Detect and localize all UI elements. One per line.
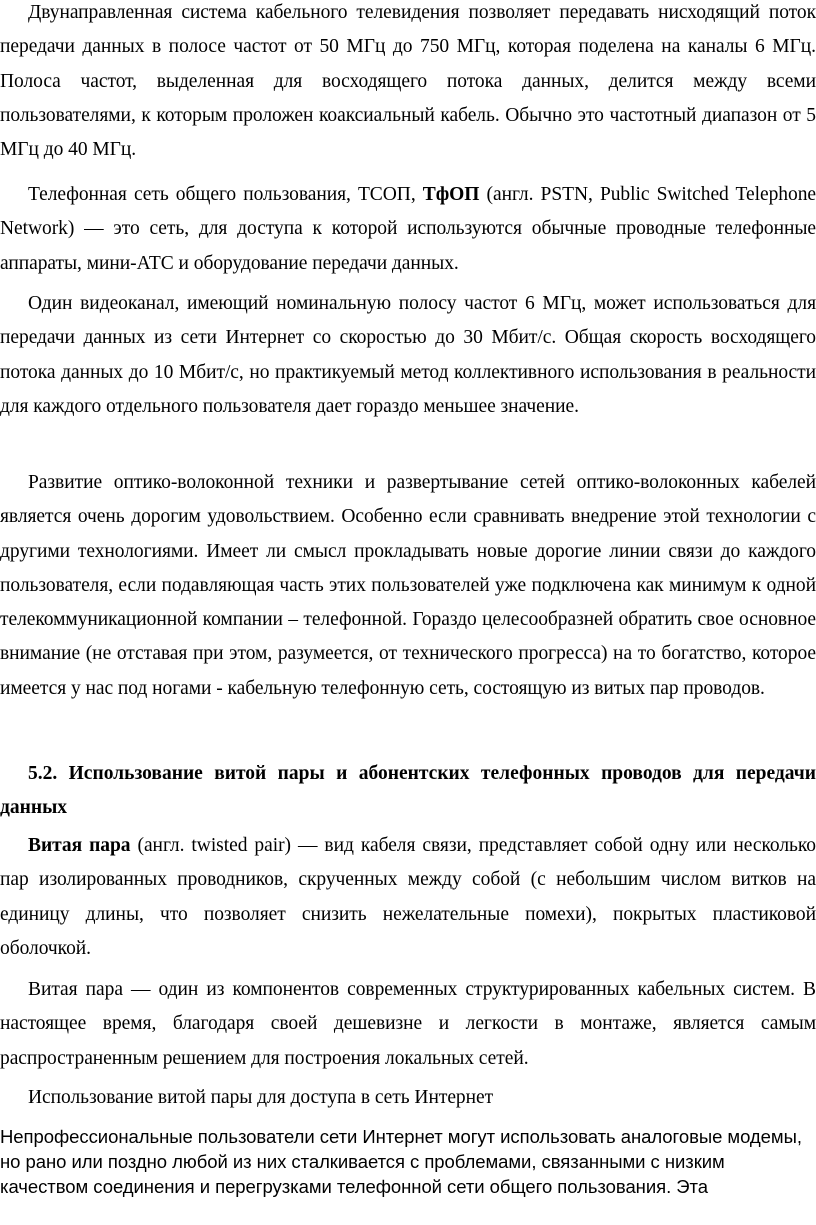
- twisted-pair-definition-text: (англ. twisted pair) — вид кабеля связи, представляет собой одну или несколько пар изолированных проводников, скрученных между собой (с небольшим числом витков на единицу длины, что позволяет снизить нежелательные помехи), покрытых пластиковой оболочкой.: [0, 835, 816, 959]
- pstn-abbreviation: ТфОП: [422, 184, 480, 205]
- paragraph-twisted-pair-definition: [0, 829, 816, 966]
- pstn-definition-text: (англ. PSTN, Public Switched Telephone Network) — это сеть, для доступа к которой используются обычные проводные телефонные аппараты, мини-АТС и оборудование передачи данных.: [0, 184, 816, 274]
- twisted-pair-term: Витая пара: [28, 835, 131, 856]
- paragraph-cable-tv: Двунаправленная система кабельного телевидения позволяет передавать нисходящий поток передачи данных в полосе частот от 50 МГц до 750 МГц, которая поделена на каналы 6 МГц. Полоса частот, выделенная для восходящего потока данных, делится между всеми пользователями, к которым проложен коаксиальный кабель. Обычно это частотный диапазон от 5 МГц до 40 МГц.: [0, 2, 816, 161]
- paragraph-pstn: [0, 178, 816, 281]
- section-heading: 5.2. Использование витой пары и абонентских телефонных проводов для передачи данных: [0, 763, 816, 819]
- paragraph-twisted-pair-usage: Витая пара — один из компонентов современных структурированных кабельных систем. В настоящее время, благодаря своей дешевизне и легкости в монтаже, является самым распространенным решением для построения локальных сетей.: [0, 979, 816, 1069]
- pstn-intro-text: Телефонная сеть общего пользования, ТСОП,: [28, 184, 423, 205]
- paragraph-modems: Непрофессиональные пользователи сети Интернет могут использовать аналоговые модемы, но рано или поздно любой из них сталкивается с проблемами, связанными с низким качеством соединения и перегрузками телефонной сети общего пользования. Эта: [0, 1126, 802, 1197]
- paragraph-video-channel: Один видеоканал, имеющий номинальную полосу частот 6 МГц, может использоваться для передачи данных из сети Интернет со скоростью до 30 Мбит/с. Общая скорость восходящего потока данных до 10 Мбит/с, но практикуемый метод коллективного использования в реальности для каждого отдельного пользователя дает гораздо меньшее значение.: [0, 293, 816, 417]
- paragraph-internet-access-title: Использование витой пары для доступа в сеть Интернет: [28, 1087, 494, 1108]
- paragraph-fiber-optic: Развитие оптико-волоконной техники и развертывание сетей оптико-волоконных кабелей является очень дорогим удовольствием. Особенно если сравнивать внедрение этой технологии с другими технологиями. Имеет ли смысл прокладывать новые дорогие линии связи до каждого пользователя, если подавляющая часть этих пользователей уже подключена как минимум к одной телекоммуникационной компании – телефонной. Гораздо целесообразней обратить свое основное внимание (не отставая при этом, разумеется, от технического прогресса) на то богатство, которое имеется у нас под ногами - кабельную телефонную сеть, состоящую из витых пар проводов.: [0, 472, 816, 699]
